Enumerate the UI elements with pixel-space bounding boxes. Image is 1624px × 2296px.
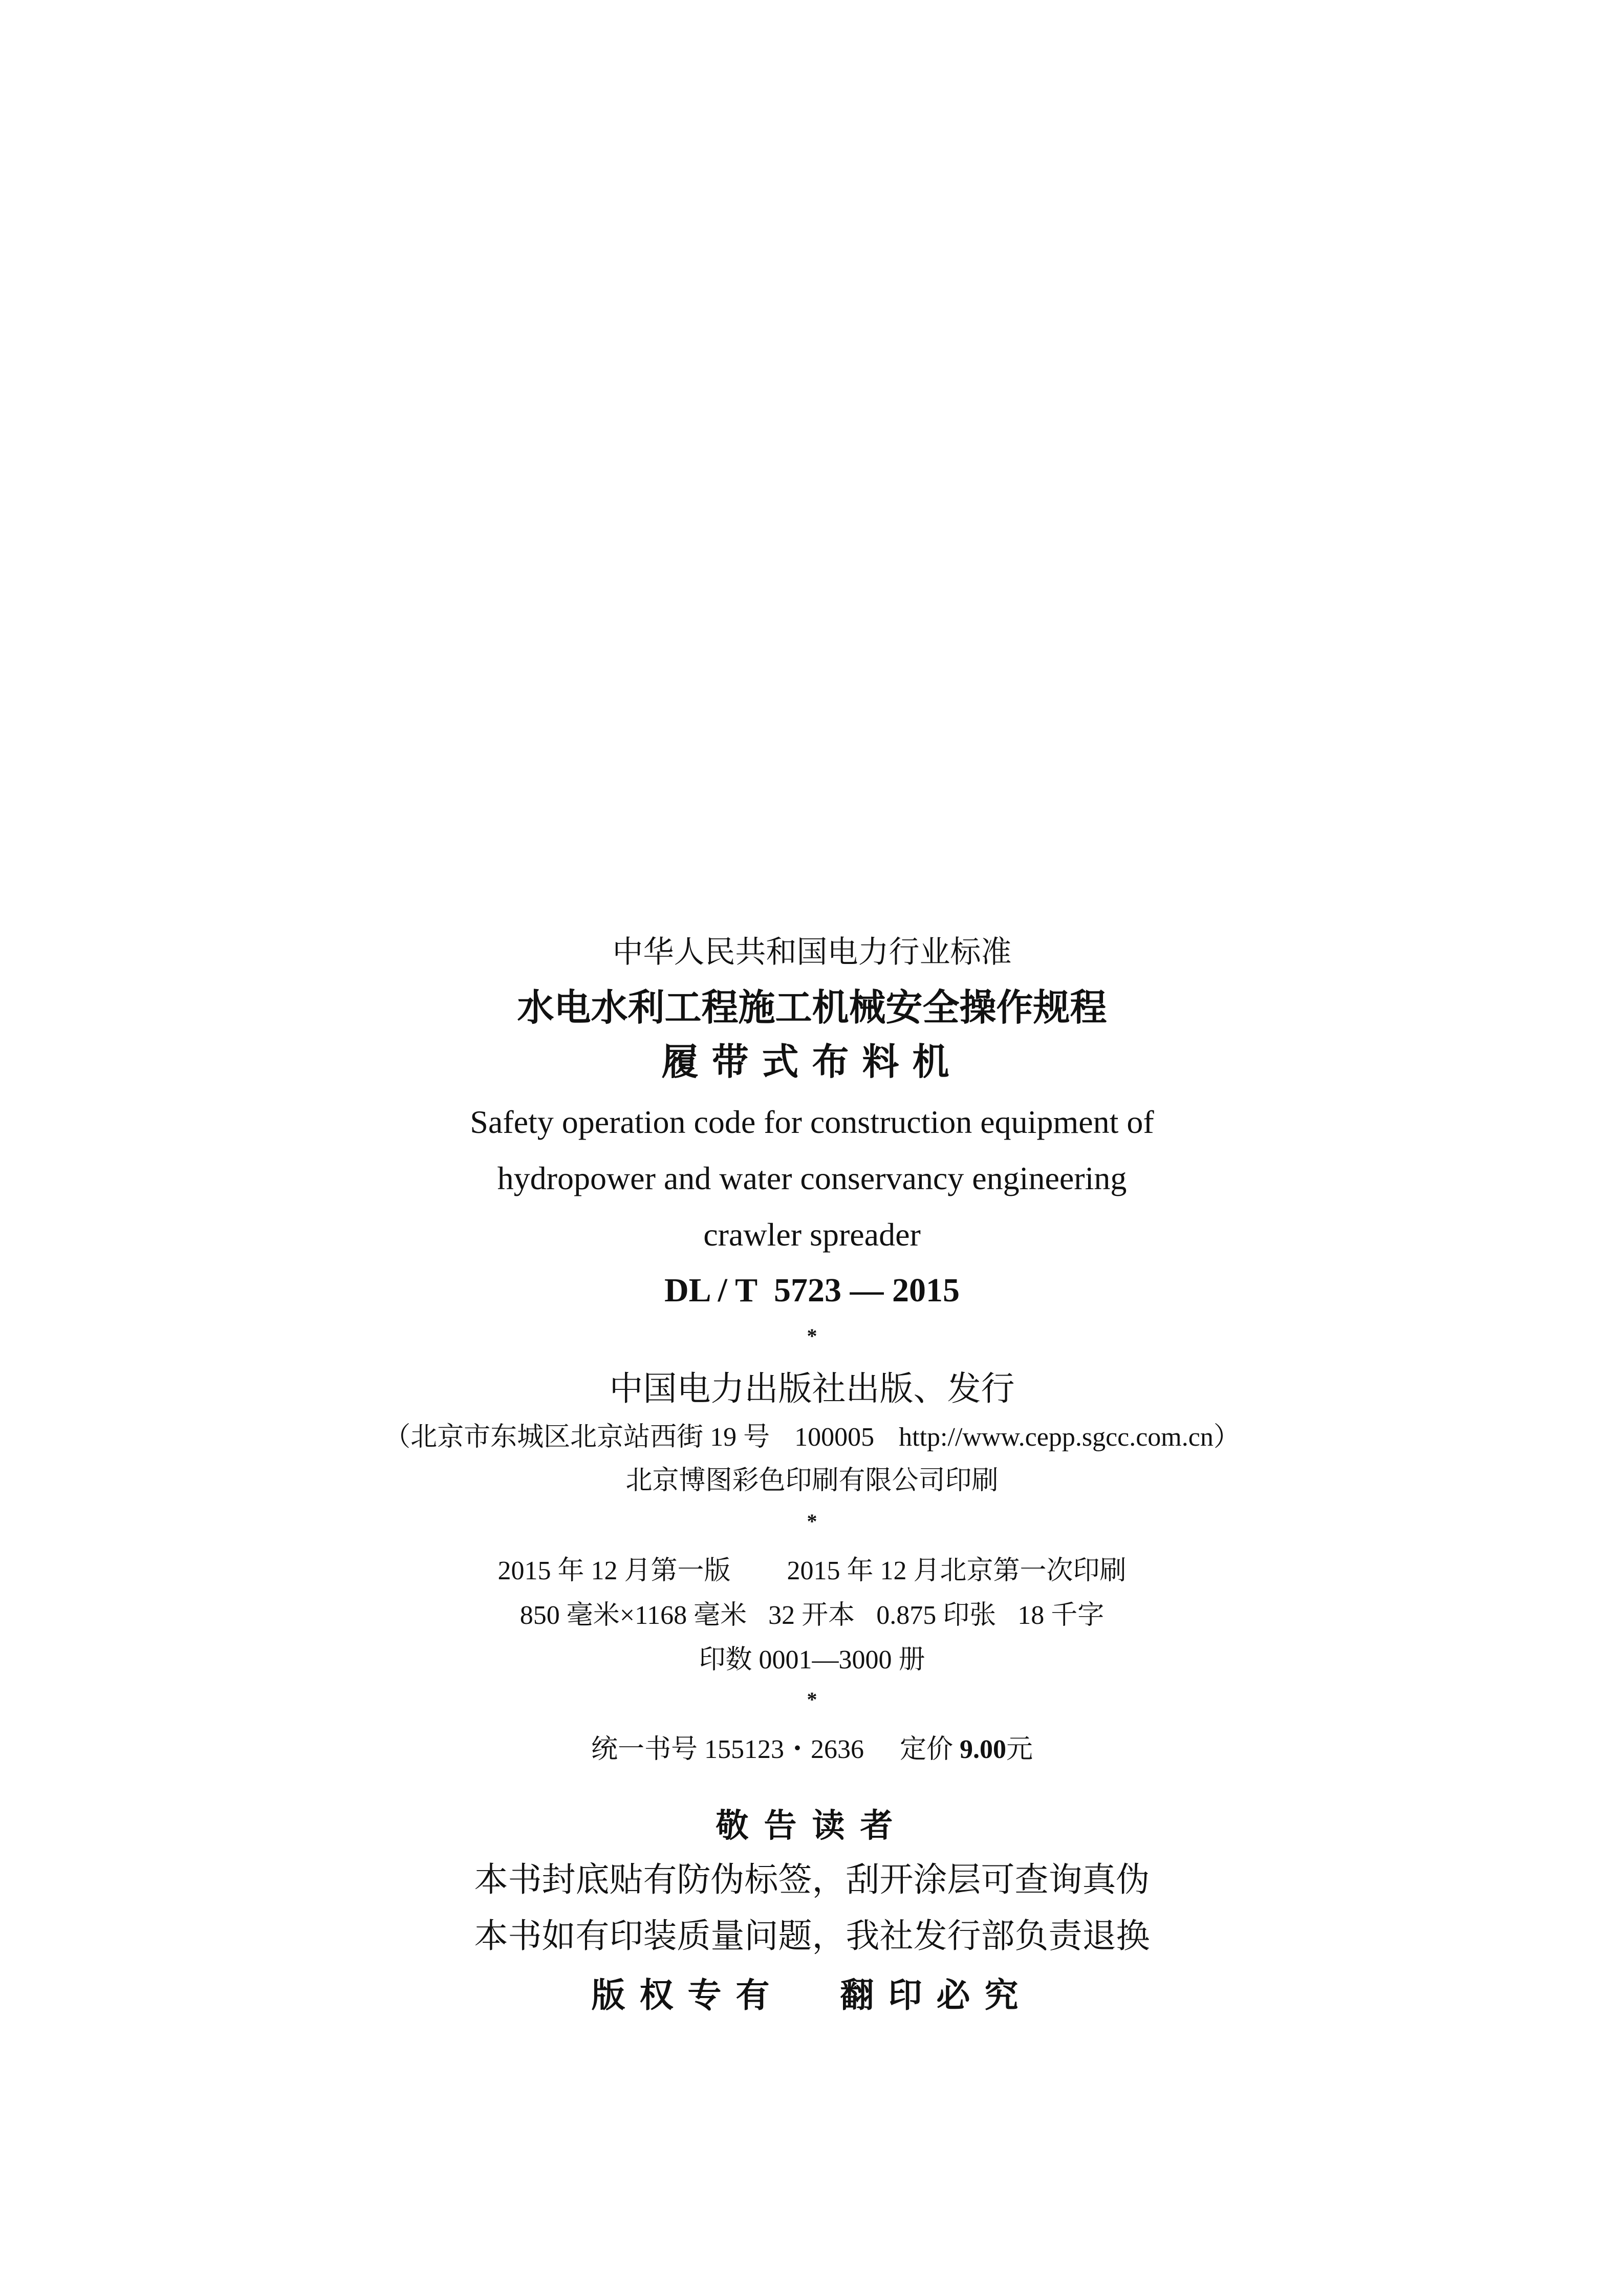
english-title-line-2: hydropower and water conservancy engineering bbox=[497, 1160, 1127, 1196]
document-title: 水电水利工程施工机械安全操作规程 bbox=[517, 986, 1107, 1029]
separator-star: * bbox=[807, 1688, 817, 1711]
price-label: 定价 bbox=[899, 1735, 953, 1764]
separator-star: * bbox=[807, 1510, 817, 1533]
document-subtitle: 履带式布料机 bbox=[661, 1040, 963, 1083]
printed-sheets: 0.875 印张 bbox=[876, 1601, 997, 1630]
standard-category: 中华人民共和国电力行业标准 bbox=[612, 934, 1012, 970]
paper-size: 850 毫米×1168 毫米 bbox=[519, 1601, 747, 1630]
book-number-line bbox=[0, 1736, 1624, 1763]
english-title-line-3: crawler spreader bbox=[703, 1216, 921, 1253]
rights-line bbox=[0, 1976, 1624, 2015]
english-title-line-1: Safety operation code for construction equipment of bbox=[470, 1104, 1154, 1140]
reprint-prohibited: 翻印必究 bbox=[840, 1976, 1033, 2015]
print-run: 印数 0001—3000 册 bbox=[699, 1645, 925, 1675]
printer-line: 北京博图彩色印刷有限公司印刷 bbox=[625, 1466, 999, 1495]
first-printing: 2015 年 12 月北京第一次印刷 bbox=[787, 1556, 1127, 1585]
notice-line-anticounterfeit: 本书封底贴有防伪标签，刮开涂层可查询真伪 bbox=[474, 1861, 1150, 1899]
price-value: 9.00 bbox=[960, 1735, 1006, 1764]
rights-reserved: 版权专有 bbox=[591, 1976, 784, 2015]
separator-star: * bbox=[807, 1324, 817, 1347]
notice-title: 敬告读者 bbox=[716, 1807, 908, 1845]
word-count: 18 千字 bbox=[1017, 1601, 1105, 1630]
postcode: 100005 bbox=[794, 1423, 875, 1452]
website: http://www.cepp.sgcc.com.cn） bbox=[899, 1423, 1240, 1452]
publisher-address: （北京市东城区北京站西街 19 号 bbox=[384, 1423, 770, 1452]
notice-line-replacement: 本书如有印装质量问题，我社发行部负责退换 bbox=[474, 1918, 1150, 1955]
price-unit: 元 bbox=[1006, 1735, 1033, 1764]
book-number: 统一书号 155123・2636 bbox=[591, 1735, 864, 1764]
format-line bbox=[0, 1602, 1624, 1629]
standard-code: DL / T 5723 — 2015 bbox=[664, 1272, 960, 1309]
edition-line bbox=[0, 1558, 1624, 1584]
publisher-line: 中国电力出版社出版、发行 bbox=[609, 1369, 1015, 1408]
publisher-address-line bbox=[0, 1424, 1624, 1451]
first-edition: 2015 年 12 月第一版 bbox=[497, 1556, 731, 1585]
book-format: 32 开本 bbox=[768, 1601, 855, 1630]
